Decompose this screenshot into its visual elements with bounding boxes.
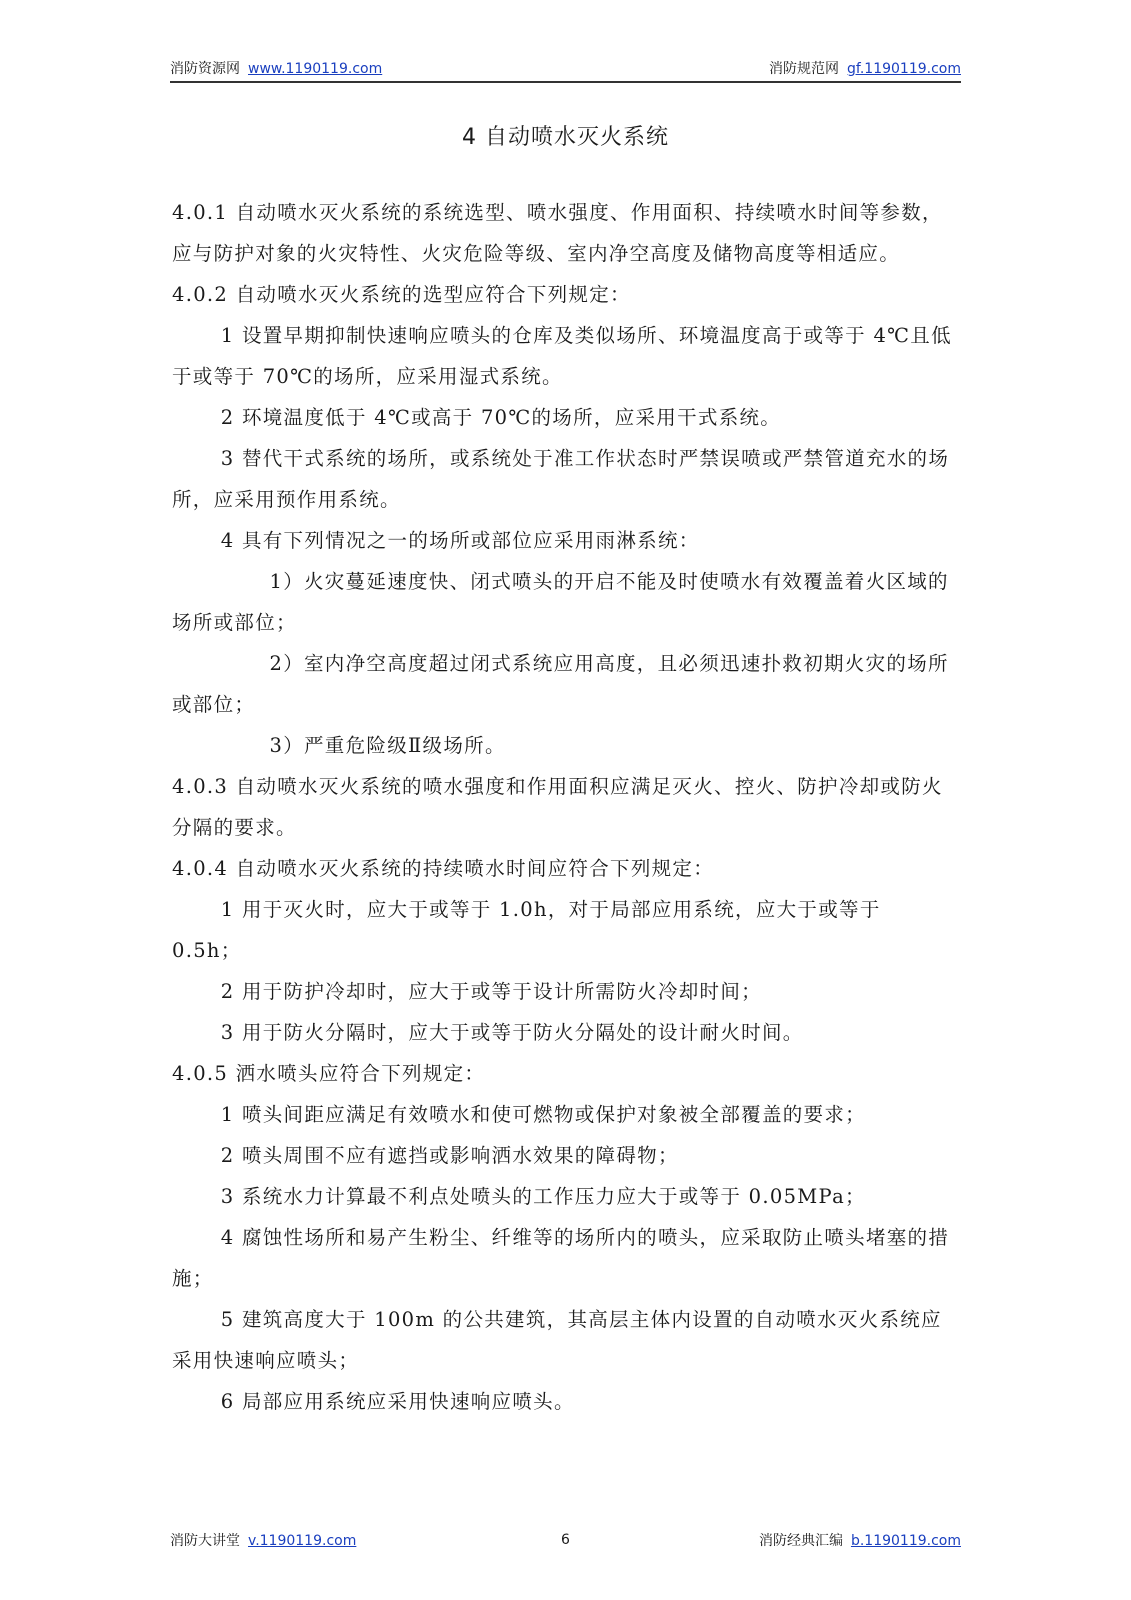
clause-subitem: 1）火灾蔓延速度快、闭式喷头的开启不能及时使喷水有效覆盖着火区域的场所或部位； [172, 570, 949, 634]
header-site-label: 消防资源网 [170, 61, 240, 77]
footer-lecture-link[interactable]: v.1190119.com [248, 1533, 357, 1549]
footer-collection-link[interactable]: b.1190119.com [850, 1533, 961, 1549]
clause-item: 4 腐蚀性场所和易产生粉尘、纤维等的场所内的喷头，应采取防止喷头堵塞的措施； [172, 1226, 950, 1290]
header-spec-link[interactable]: gf.1190119.com [847, 61, 961, 77]
clause-4-0-3: 4.0.3 自动喷水灭火系统的喷水强度和作用面积应满足灭火、控火、防护冷却或防火分隔的要求。 [172, 775, 943, 839]
clause-item: 5 建筑高度大于 100m 的公共建筑，其高层主体内设置的自动喷水灭火系统应采用快速响应喷头； [172, 1308, 942, 1372]
clause-item: 3 替代干式系统的场所，或系统处于准工作状态时严禁误喷或严禁管道充水的场所，应采用预作用系统。 [172, 447, 950, 511]
header-spec-label: 消防规范网 [769, 61, 840, 77]
page-number: 6 [561, 1532, 570, 1548]
clause-item: 3 系统水力计算最不利点处喷头的工作压力应大于或等于 0.05MPa； [220, 1185, 866, 1208]
header-site-link[interactable]: www.1190119.com [248, 61, 383, 77]
clause-item: 4 具有下列情况之一的场所或部位应采用雨淋系统： [220, 529, 700, 552]
header-left [170, 58, 382, 78]
clause-subitem: 2）室内净空高度超过闭式系统应用高度，且必须迅速扑救初期火灾的场所或部位； [172, 652, 949, 716]
clause-item: 2 喷头周围不应有遮挡或影响洒水效果的障碍物； [220, 1144, 679, 1167]
page-header [170, 52, 961, 83]
clause-item: 1 喷头间距应满足有效喷水和使可燃物或保护对象被全部覆盖的要求； [220, 1103, 866, 1126]
clause-subitem: 3）严重危险级Ⅱ级场所。 [269, 734, 506, 757]
footer-left [170, 1530, 356, 1550]
clause-4-0-2: 4.0.2 自动喷水灭火系统的选型应符合下列规定： [172, 283, 631, 306]
page-footer [170, 1530, 961, 1550]
footer-lecture-label: 消防大讲堂 [170, 1533, 240, 1549]
footer-collection-label: 消防经典汇编 [758, 1533, 843, 1549]
clause-4-0-5: 4.0.5 洒水喷头应符合下列规定： [172, 1062, 486, 1085]
clause-item: 1 设置早期抑制快速响应喷头的仓库及类似场所、环境温度高于或等于 4℃且低于或等于 70℃的场所，应采用湿式系统。 [172, 324, 952, 388]
section-title: 4 自动喷水灭火系统 [462, 125, 669, 150]
clause-4-0-1: 4.0.1 自动喷水灭火系统的系统选型、喷水强度、作用面积、持续喷水时间等参数，应与防护对象的火灾特性、火灾危险等级、室内净空高度及储物高度等相适应。 [172, 201, 943, 265]
clause-item: 6 局部应用系统应采用快速响应喷头。 [220, 1390, 575, 1413]
clause-item: 3 用于防火分隔时，应大于或等于防火分隔处的设计耐火时间。 [220, 1021, 804, 1044]
document-body [172, 192, 952, 1422]
clause-item: 2 环境温度低于 4℃或高于 70℃的场所，应采用干式系统。 [220, 406, 782, 429]
footer-right [759, 1530, 961, 1550]
clause-item: 1 用于灭火时，应大于或等于 1.0h，对于局部应用系统，应大于或等于 0.5h； [172, 898, 881, 962]
header-right [769, 58, 961, 78]
clause-item: 2 用于防护冷却时，应大于或等于设计所需防火冷却时间； [220, 980, 762, 1003]
clause-4-0-4: 4.0.4 自动喷水灭火系统的持续喷水时间应符合下列规定： [172, 857, 715, 880]
